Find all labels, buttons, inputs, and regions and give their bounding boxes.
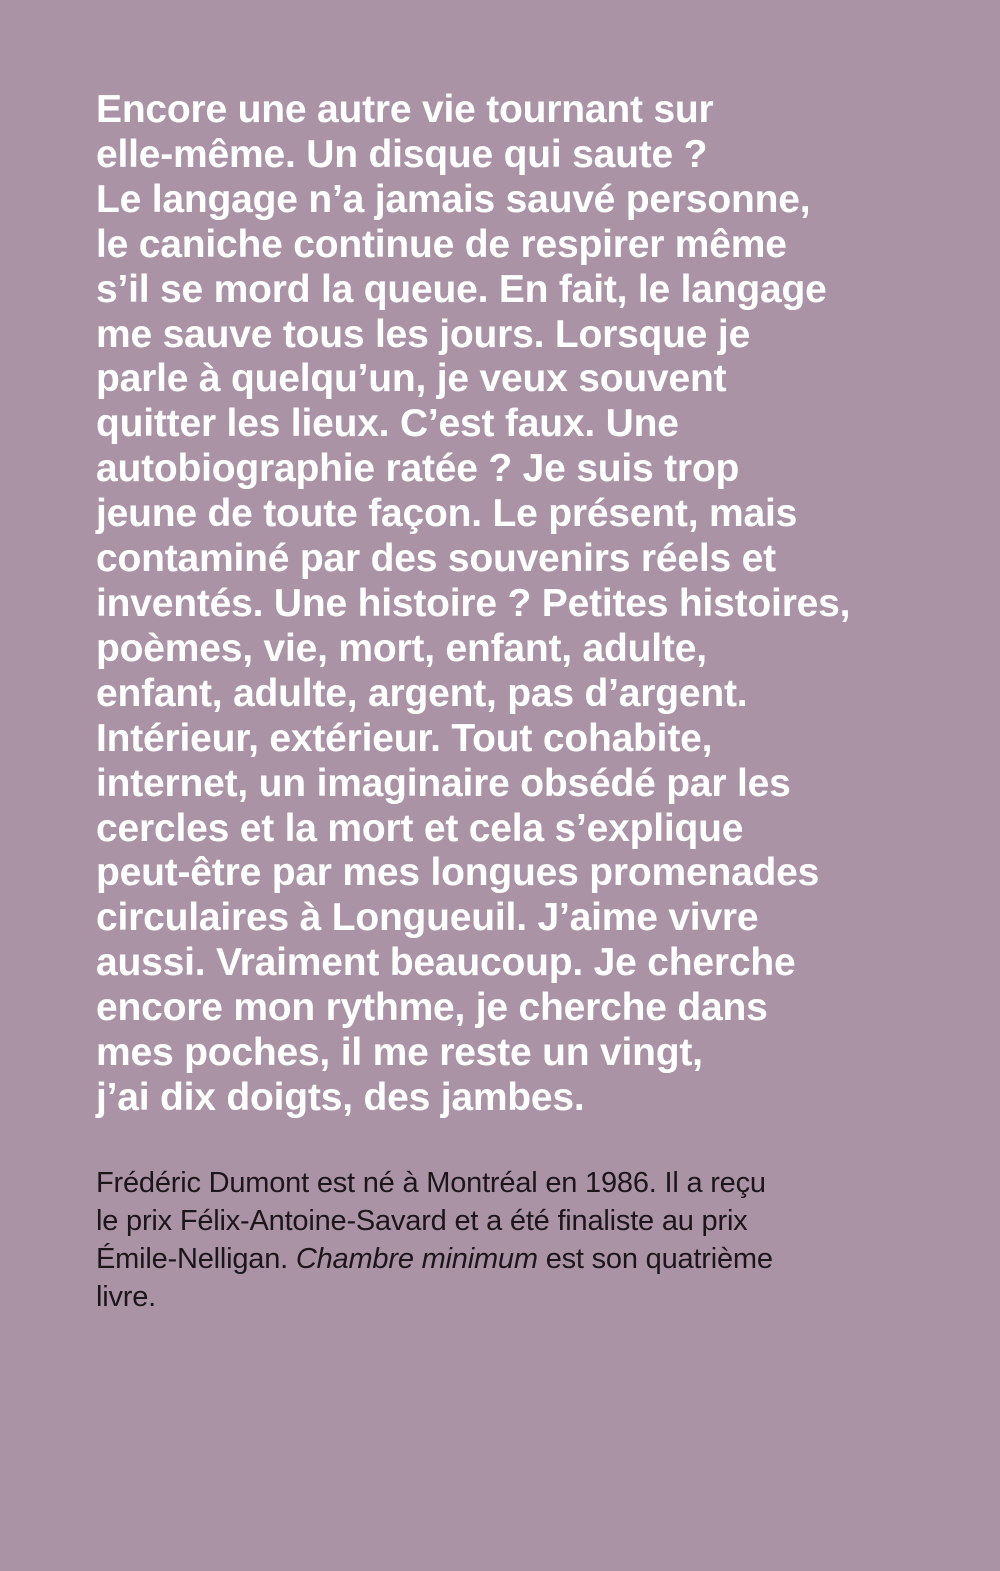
bio-text: Émile-Nelligan. — [96, 1243, 289, 1275]
blurb-text — [96, 88, 976, 1121]
blurb-line: autobiographie ratée ? Je suis trop — [96, 447, 740, 491]
blurb-line: enfant, adulte, argent, pas d’argent. — [96, 671, 748, 715]
blurb-line: elle-même. Un disque qui saute ? — [96, 132, 708, 176]
bio-line: le prix Félix-Antoine-Savard et a été finaliste au prix — [96, 1205, 748, 1237]
blurb-line: s’il se mord la queue. En fait, le langage — [96, 267, 827, 311]
blurb-line: Intérieur, extérieur. Tout cohabite, — [96, 716, 713, 760]
blurb-line: contaminé par des souvenirs réels et — [96, 537, 776, 581]
blurb-line: circulaires à Longueuil. J’aime vivre — [96, 896, 759, 940]
book-title: Chambre minimum — [295, 1243, 538, 1275]
blurb-line: poèmes, vie, mort, enfant, adulte, — [96, 626, 707, 670]
blurb-line: Encore une autre vie tournant sur — [96, 88, 714, 131]
blurb-line: encore mon rythme, je cherche dans — [96, 986, 768, 1030]
bio-text: est son quatrième — [545, 1243, 773, 1275]
blurb-line: mes poches, il me reste un vingt, — [96, 1031, 703, 1075]
bio-line: livre. — [96, 1281, 157, 1313]
blurb-line: internet, un imaginaire obsédé par les — [96, 761, 791, 805]
blurb-line: quitter les lieux. C’est faux. Une — [96, 402, 679, 446]
blurb-line: peut-être par mes longues promenades — [96, 851, 820, 895]
bio-line: Frédéric Dumont est né à Montréal en 1986. Il a reçu — [96, 1167, 766, 1199]
blurb-line: le caniche continue de respirer même — [96, 222, 787, 266]
author-bio — [96, 1164, 956, 1316]
blurb-line: parle à quelqu’un, je veux souvent — [96, 357, 727, 401]
blurb-line: jeune de toute façon. Le présent, mais — [96, 492, 798, 536]
blurb-line: j’ai dix doigts, des jambes. — [96, 1075, 585, 1119]
bio-line — [96, 1240, 956, 1278]
blurb-line: Le langage n’a jamais sauvé personne, — [96, 177, 811, 221]
blurb-line: inventés. Une histoire ? Petites histoires, — [96, 581, 851, 625]
blurb-line: aussi. Vraiment beaucoup. Je cherche — [96, 941, 796, 985]
blurb-line: cercles et la mort et cela s’explique — [96, 806, 744, 850]
blurb-line: me sauve tous les jours. Lorsque je — [96, 312, 751, 356]
